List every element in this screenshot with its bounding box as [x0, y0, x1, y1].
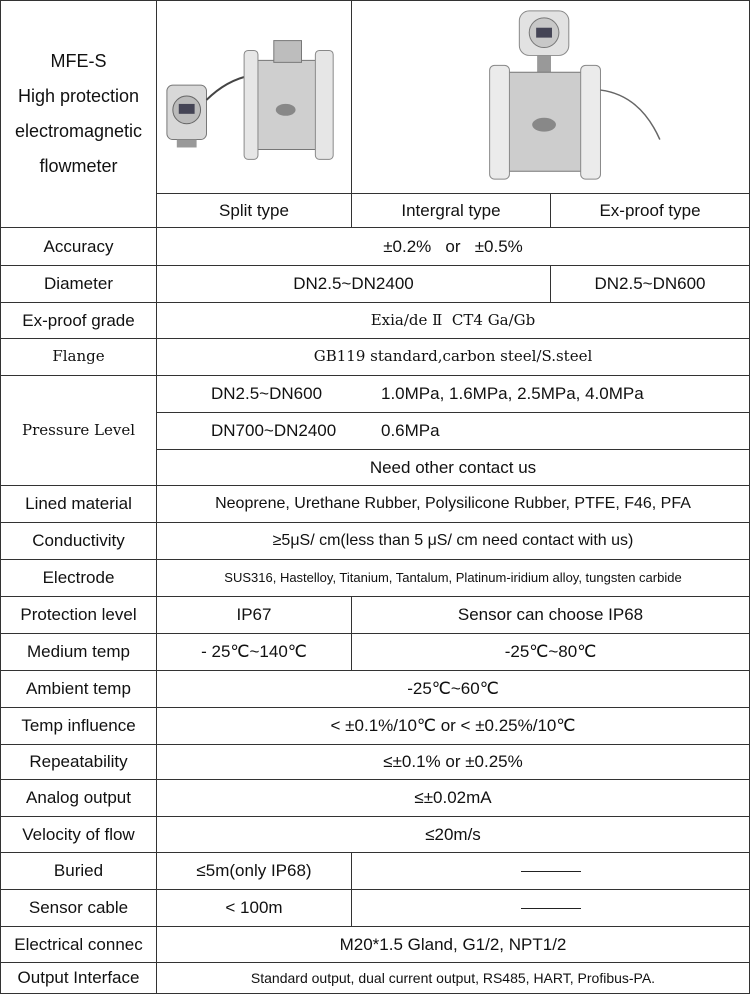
repeatability-label: [0, 744, 157, 780]
type-exproof-label: Ex-proof type: [599, 200, 701, 220]
temp-influence-label-text: Temp influence: [21, 716, 136, 736]
repeatability-value-text: ≤±0.1% or ±0.25%: [383, 752, 523, 772]
analog-value-text: ≤±0.02mA: [414, 788, 492, 808]
flange-label-text: Flange: [52, 347, 105, 366]
pressure-r1-dn: DN2.5~DN600: [211, 384, 323, 404]
medium-temp-split-text: - 25℃~140℃: [201, 642, 307, 662]
pressure-row-2: [156, 412, 750, 450]
medium-temp-other: [351, 633, 750, 671]
electrode-value: [156, 559, 750, 597]
buried-label: [0, 852, 157, 890]
velocity-value-text: ≤20m/s: [425, 824, 481, 844]
conductivity-value: [156, 522, 750, 560]
temp-influence-value-text: < ±0.1%/10℃ or < ±0.25%/10℃: [330, 716, 576, 736]
flange-value: [156, 338, 750, 376]
analog-value: [156, 779, 750, 817]
velocity-label-text: Velocity of flow: [22, 824, 135, 844]
exproof-grade-label-text: Ex-proof grade: [22, 310, 135, 330]
split-flowmeter-icon: [157, 1, 351, 193]
pressure-row-1: [156, 375, 750, 413]
integral-flowmeter-icon: [352, 1, 749, 193]
diameter-value-exproof: [550, 265, 750, 303]
conductivity-label: [0, 522, 157, 560]
protection-label-text: Protection level: [20, 605, 137, 625]
title-line-2: High protection: [17, 86, 140, 106]
diameter-value-std: [156, 265, 551, 303]
electrode-value-text: SUS316, Hastelloy, Titanium, Tantalum, Platinum-iridium alloy, tungsten carbide: [224, 569, 682, 585]
product-title: [0, 0, 157, 228]
pressure-r3-text: Need other contact us: [369, 457, 537, 477]
type-integral-header: [351, 193, 551, 228]
buried-value-other: [351, 852, 750, 890]
electrical-label: [0, 926, 157, 963]
pressure-r2-dn: DN700~DN2400: [211, 421, 337, 441]
type-integral-label: Intergral type: [401, 200, 501, 220]
electrical-label-text: Electrical connec: [14, 934, 143, 954]
repeatability-label-text: Repeatability: [29, 752, 128, 772]
protection-other-text: Sensor can choose IP68: [457, 605, 644, 625]
repeatability-value: [156, 744, 750, 780]
type-split-header: [156, 193, 352, 228]
output-label-text: Output Interface: [17, 968, 140, 988]
sensor-cable-split-text: < 100m: [225, 898, 283, 918]
output-value: [156, 962, 750, 994]
output-label: [0, 962, 157, 994]
sensor-cable-other: [351, 889, 750, 927]
electrical-value: [156, 926, 750, 963]
accuracy-label: [0, 227, 157, 266]
lined-value-text: Neoprene, Urethane Rubber, Polysilicone Rubber, PTFE, F46, PFA: [215, 494, 691, 512]
analog-label-text: Analog output: [26, 788, 131, 808]
electrode-label: [0, 559, 157, 597]
lined-value: [156, 485, 750, 523]
buried-label-text: Buried: [53, 861, 104, 881]
electrode-label-text: Electrode: [42, 568, 115, 588]
temp-influence-value: [156, 707, 750, 745]
split-type-image: [156, 0, 352, 194]
pressure-r1-val: 1.0MPa, 1.6MPa, 2.5MPa, 4.0MPa: [381, 384, 644, 404]
medium-temp-label-text: Medium temp: [27, 642, 130, 662]
pressure-row-3: [156, 449, 750, 486]
sensor-cable-split: [156, 889, 352, 927]
conductivity-label-text: Conductivity: [32, 531, 125, 551]
buried-split-text: ≤5m(only IP68): [196, 861, 312, 881]
type-exproof-header: [550, 193, 750, 228]
ambient-temp-value-text: -25℃~60℃: [407, 679, 499, 699]
accuracy-value-text: ±0.2% or ±0.5%: [383, 236, 523, 256]
conductivity-value-text: ≥5μS/ cm(less than 5 μS/ cm need contact with us): [272, 531, 634, 549]
velocity-value: [156, 816, 750, 853]
exproof-grade-value: [156, 302, 750, 339]
velocity-label: [0, 816, 157, 853]
lined-label: [0, 485, 157, 523]
ambient-temp-label: [0, 670, 157, 708]
temp-influence-label: [0, 707, 157, 745]
not-applicable-dash-2: [521, 908, 581, 909]
diameter-label: [0, 265, 157, 303]
medium-temp-split: [156, 633, 352, 671]
ambient-temp-value: [156, 670, 750, 708]
type-split-label: Split type: [219, 200, 289, 220]
diameter-label-text: Diameter: [44, 274, 113, 294]
sensor-cable-label-text: Sensor cable: [28, 898, 129, 918]
title-line-4: flowmeter: [39, 156, 118, 176]
accuracy-value: [156, 227, 750, 266]
protection-value-other: [351, 596, 750, 634]
exproof-grade-value-text: Exia/de Ⅱ CT4 Ga/Gb: [370, 310, 536, 329]
diameter-exproof-text: DN2.5~DN600: [594, 274, 706, 294]
medium-temp-label: [0, 633, 157, 671]
pressure-label-text: Pressure Level: [22, 420, 135, 439]
electrical-value-text: M20*1.5 Gland, G1/2, NPT1/2: [339, 934, 567, 954]
flange-label: [0, 338, 157, 376]
protection-label: [0, 596, 157, 634]
sensor-cable-label: [0, 889, 157, 927]
protection-value-split: [156, 596, 352, 634]
title-line-3: electromagnetic: [14, 121, 143, 141]
ambient-temp-label-text: Ambient temp: [26, 679, 131, 699]
title-line-1: MFE-S: [50, 51, 107, 71]
integral-type-image: [351, 0, 750, 194]
analog-label: [0, 779, 157, 817]
diameter-std-text: DN2.5~DN2400: [293, 274, 414, 294]
protection-split-text: IP67: [236, 605, 272, 625]
buried-value-split: [156, 852, 352, 890]
pressure-r2-val: 0.6MPa: [381, 421, 440, 441]
medium-temp-other-text: -25℃~80℃: [504, 642, 597, 662]
not-applicable-dash: [521, 871, 581, 872]
lined-label-text: Lined material: [25, 494, 132, 514]
flange-value-text: GB119 standard,carbon steel/S.steel: [313, 347, 593, 366]
accuracy-label-text: Accuracy: [43, 236, 114, 256]
exproof-grade-label: [0, 302, 157, 339]
output-value-text: Standard output, dual current output, RS485, HART, Profibus-PA.: [250, 969, 656, 986]
pressure-label: [0, 375, 157, 486]
